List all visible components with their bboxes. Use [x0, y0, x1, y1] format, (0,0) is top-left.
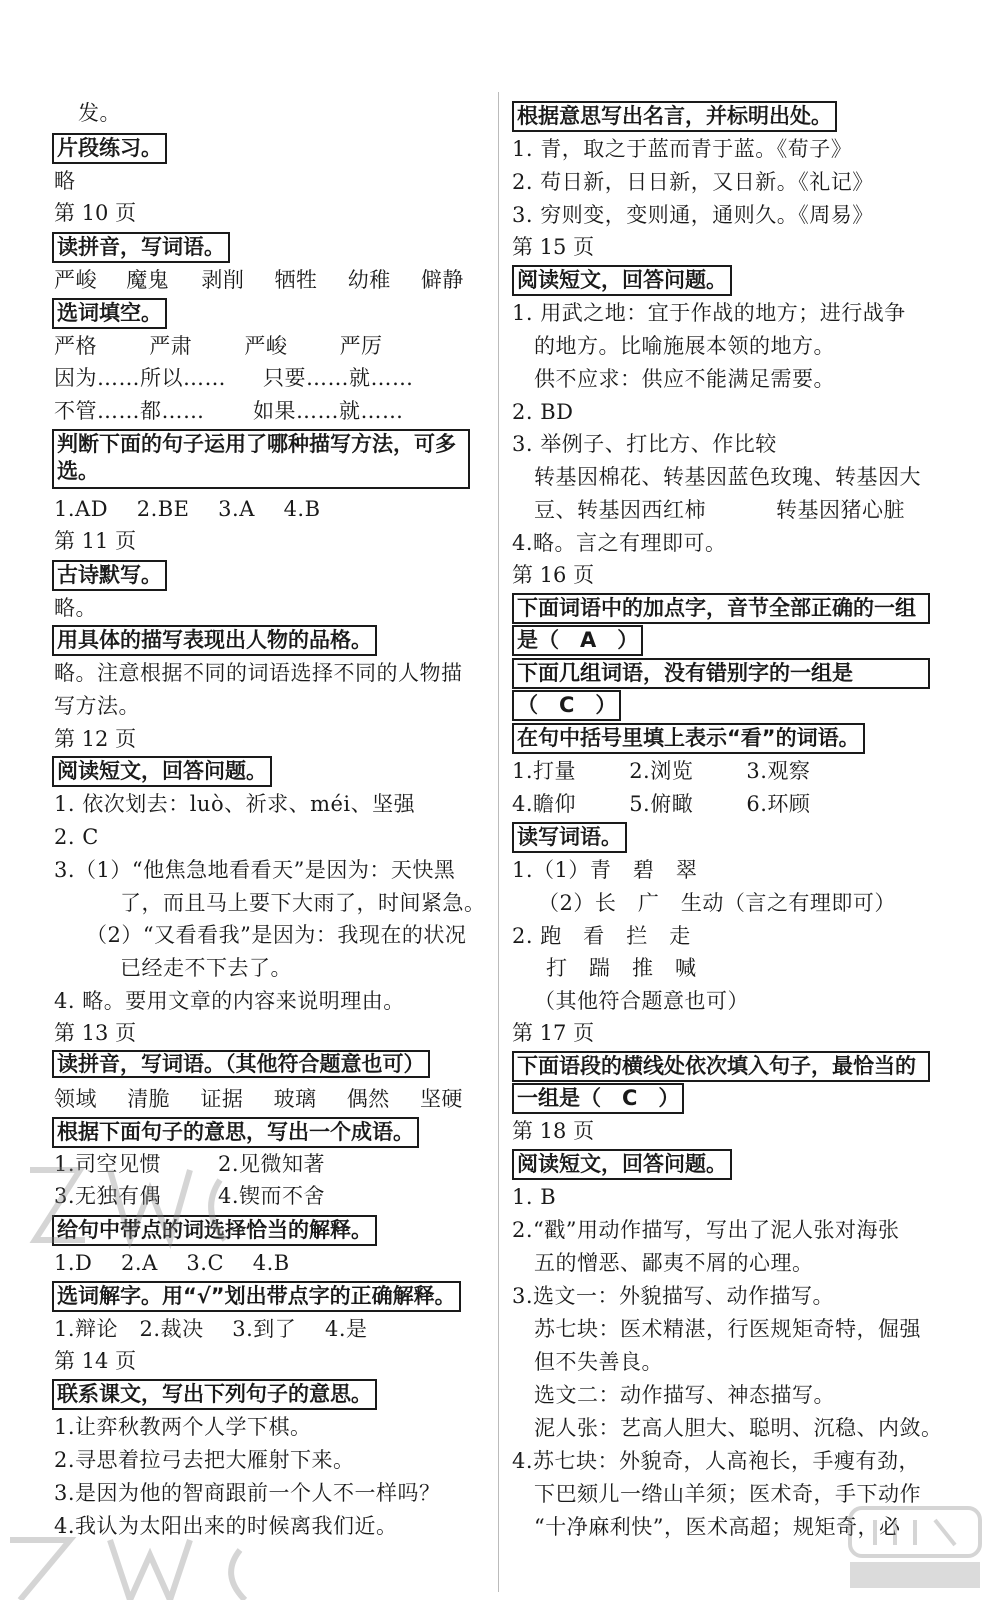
- answer-item: 1.打量: [512, 759, 577, 783]
- answer-line: 转基因猪心脏: [776, 498, 905, 522]
- answer-line: 3.无独有偶: [54, 1184, 162, 1208]
- text-line: 因为……所以……: [54, 366, 226, 390]
- answer-line: 1.AD 2.BE 3.A 4.B: [54, 497, 321, 521]
- answer-line: 4. 略。要用文章的内容来说明理由。: [54, 989, 405, 1013]
- answer-line: （2）“又看看我”是因为：我现在的状况: [86, 923, 467, 947]
- text-line: 写方法。: [54, 694, 140, 718]
- word: 证据: [200, 1087, 244, 1111]
- word-list: [54, 1086, 463, 1113]
- answer-line: 4.锲而不舍: [218, 1184, 326, 1208]
- text-line: 只要……就……: [263, 366, 414, 390]
- text-line: 略: [54, 169, 76, 193]
- answer-line: 2. 跑 看 拦 走: [512, 924, 691, 948]
- answer-line: 1.（1）青 碧 翠: [512, 858, 698, 882]
- heading-line: 判断下面的句子运用了哪种描写方法，可多: [57, 432, 456, 456]
- answer-line: 但不失善良。: [534, 1350, 663, 1374]
- section-heading: （ C ）: [512, 690, 621, 721]
- answer-row: [512, 758, 810, 785]
- watermark-icon: [20, 1150, 270, 1270]
- text-line: 不管……都……: [54, 399, 205, 423]
- watermark-logo-icon: [840, 1500, 990, 1595]
- answer-line: 打 踹 推 喊: [546, 956, 697, 980]
- page-number-heading: 第 13 页: [54, 1021, 137, 1045]
- word: 清脆: [127, 1087, 171, 1111]
- answer-line: 1. 用武之地：宜于作战的地方；进行战争: [512, 301, 906, 325]
- answer-line: 泥人张：艺高人胆大、聪明、沉稳、内敛。: [534, 1416, 943, 1440]
- answer-line: 2.“戳”用动作描写，写出了泥人张对海张: [512, 1218, 900, 1242]
- page-number-heading: 第 10 页: [54, 201, 137, 225]
- section-heading: 古诗默写。: [52, 560, 167, 591]
- answer-line: 选文二：动作描写、神态描写。: [534, 1383, 835, 1407]
- answer-line: 2.寻思着拉弓去把大雁射下来。: [54, 1448, 355, 1472]
- heading-box: 读拼音，写词语。（其他符合题意也可）: [52, 1050, 430, 1078]
- word: 僻静: [420, 268, 464, 292]
- section-heading: 阅读短文，回答问题。: [52, 756, 272, 787]
- section-heading: 是（ A ）: [512, 625, 643, 656]
- answer-line: 的地方。比喻施展本领的地方。: [534, 334, 835, 358]
- answer-line: （2）长 广 生动（言之有理即可）: [538, 891, 896, 915]
- word: 偶然: [346, 1087, 390, 1111]
- page-number-heading: 第 17 页: [512, 1021, 595, 1045]
- page-number-heading: 第 11 页: [54, 529, 137, 553]
- answer-line: 3. 穷则变，变则通，通则久。《周易》: [512, 203, 874, 227]
- answer-line: 3.选文一：外貌描写、动作描写。: [512, 1284, 835, 1308]
- answer-line: 1. 依次划去：luò、祈求、méi、坚强: [54, 792, 416, 816]
- word: 玻璃: [273, 1087, 317, 1111]
- answer-line: 供不应求：供应不能满足需要。: [534, 367, 835, 391]
- column-divider: [498, 92, 499, 1592]
- answer-line: （其他符合题意也可）: [534, 989, 749, 1013]
- answer-line: 3. 举例子、打比方、作比较: [512, 432, 777, 456]
- page-number-heading: 第 15 页: [512, 235, 595, 259]
- page-number-heading: 第 14 页: [54, 1349, 137, 1373]
- answer-line: 了，而且马上要下大雨了，时间紧急。: [120, 891, 486, 915]
- answer-row: [512, 791, 810, 818]
- answer-item: 2.浏览: [629, 759, 694, 783]
- section-heading: [52, 1051, 433, 1082]
- section-heading: 在句中括号里填上表示“看”的词语。: [512, 723, 865, 754]
- section-heading: 读写词语。: [512, 822, 627, 853]
- answer-line: 1.辩论 2.裁决 3.到了 4.是: [54, 1317, 368, 1341]
- word-list: [54, 333, 383, 360]
- section-heading: 片段练习。: [52, 133, 167, 164]
- answer-line: 3.（1）“他焦急地看看天”是因为：天快黑: [54, 858, 456, 882]
- word: 领域: [54, 1087, 97, 1111]
- word: 坚硬: [419, 1087, 463, 1111]
- word: 严厉: [339, 334, 383, 358]
- section-heading: 下面几组词语，没有错别字的一组是: [512, 658, 930, 689]
- answer-item: 4.瞻仰: [512, 792, 577, 816]
- answer-line: 2. BD: [512, 400, 574, 424]
- word: 剥削: [201, 268, 245, 292]
- word: 牺牲: [274, 268, 318, 292]
- section-heading: 根据下面句子的意思，写出一个成语。: [52, 1117, 419, 1148]
- answer-line: 3.是因为他的智商跟前一个人不一样吗？: [54, 1481, 441, 1505]
- answer-line: 4.苏七块：外貌奇，人高袍长，手瘦有劲，: [512, 1449, 921, 1473]
- answer-item: 5.俯瞰: [629, 792, 694, 816]
- word-list: [54, 267, 464, 294]
- page-number-heading: 第 18 页: [512, 1119, 595, 1143]
- answer-line: 2. 苟日新，日日新，又日新。《礼记》: [512, 170, 874, 194]
- section-heading: 阅读短文，回答问题。: [512, 265, 732, 296]
- answer-line: 1. B: [512, 1185, 557, 1209]
- answer-line: 4.我认为太阳出来的时候离我们近。: [54, 1514, 398, 1538]
- page-number-heading: 第 16 页: [512, 563, 595, 587]
- answer-line: 1.司空见惯: [54, 1152, 162, 1176]
- answer-line: 1.D 2.A 3.C 4.B: [54, 1251, 290, 1275]
- answer-line: 已经走不下去了。: [120, 956, 292, 980]
- section-heading: 读拼音，写词语。: [52, 232, 230, 263]
- answer-line: 1.让弈秋教两个人学下棋。: [54, 1415, 312, 1439]
- answer-line: 豆、转基因西红柿: [534, 498, 706, 522]
- word: 幼稚: [347, 268, 391, 292]
- answer-item: 6.环顾: [746, 792, 811, 816]
- answer-line: 1. 青，取之于蓝而青于蓝。《荀子》: [512, 137, 853, 161]
- section-heading: 下面词语中的加点字，音节全部正确的一组: [512, 593, 930, 624]
- answer-line: 2. C: [54, 825, 99, 849]
- word: 严肃: [149, 334, 193, 358]
- page-number-heading: 第 12 页: [54, 727, 137, 751]
- answer-line: 转基因棉花、转基因蓝色玫瑰、转基因大: [534, 465, 921, 489]
- heading-line: 选。: [57, 459, 99, 483]
- section-heading: 一组是（ C ）: [512, 1083, 684, 1114]
- word: 严格: [54, 334, 97, 358]
- section-heading: 用具体的描写表现出人物的品格。: [52, 625, 377, 656]
- text-line: 发。: [78, 101, 121, 125]
- section-heading: [52, 429, 470, 489]
- section-heading: 下面语段的横线处依次填入句子，最恰当的: [512, 1051, 930, 1082]
- text-line: 略。注意根据不同的词语选择不同的人物描: [54, 661, 463, 685]
- section-heading: 根据意思写出名言，并标明出处。: [512, 101, 837, 132]
- answer-line: 4.略。言之有理即可。: [512, 531, 727, 555]
- word: 魔鬼: [126, 268, 170, 292]
- answer-line: 下巴颏儿一绺山羊须；医术奇，手下动作: [534, 1482, 921, 1506]
- section-heading: 选词填空。: [52, 298, 167, 329]
- section-heading: 阅读短文，回答问题。: [512, 1149, 732, 1180]
- answer-item: 3.观察: [746, 759, 811, 783]
- word: 严峻: [244, 334, 288, 358]
- text-line: 如果……就……: [253, 399, 404, 423]
- answer-line: 苏七块：医术精湛，行医规矩奇特，倔强: [534, 1317, 921, 1341]
- answer-line: 五的憎恶、鄙夷不屑的心理。: [534, 1251, 814, 1275]
- section-heading: 选词解字。用“√”划出带点字的正确解释。: [52, 1281, 461, 1312]
- watermark-icon: [0, 1520, 300, 1600]
- section-heading: 给句中带点的词选择恰当的解释。: [52, 1215, 377, 1246]
- section-heading: 联系课文，写出下列句子的意思。: [52, 1379, 377, 1410]
- answer-line: “十净麻利快”，医术高超；规矩奇，必: [534, 1515, 901, 1539]
- word: 严峻: [54, 268, 97, 292]
- text-line: 略。: [54, 596, 97, 620]
- answer-line: 2.见微知著: [218, 1152, 326, 1176]
